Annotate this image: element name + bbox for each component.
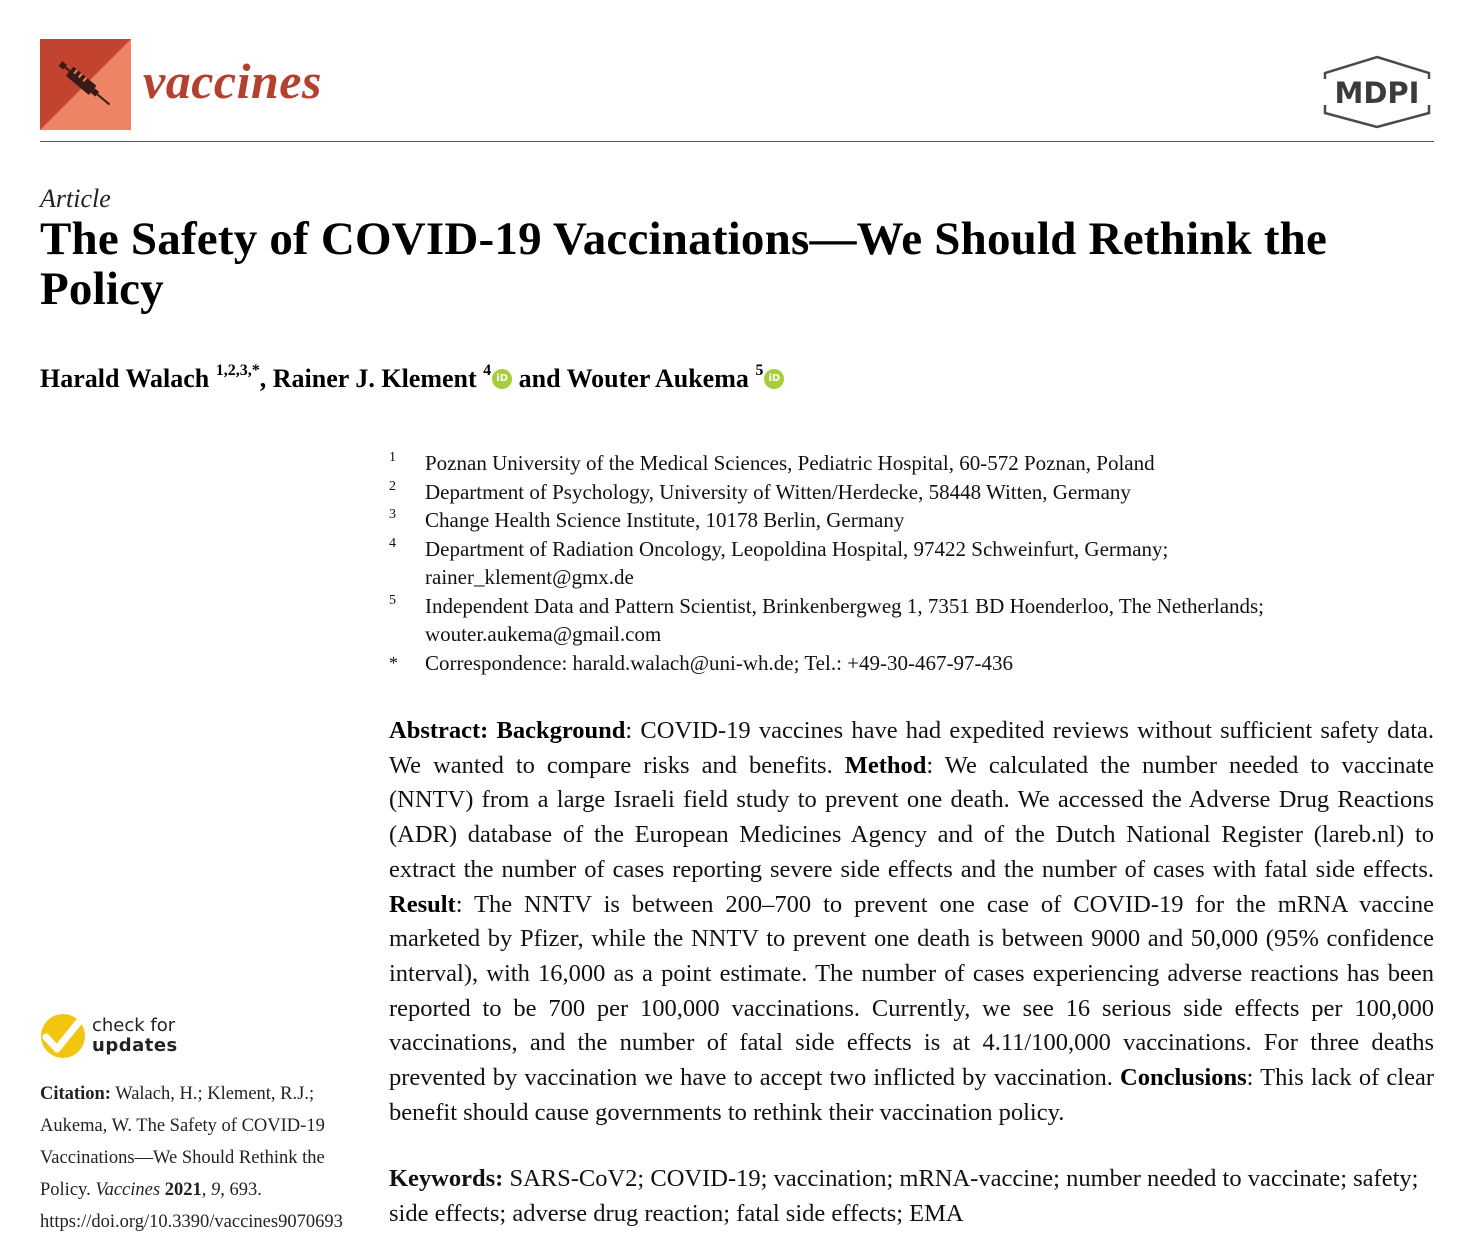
- background-text: : COVID-19 vaccines have had expedited reviews without sufficient safety data. We wanted to compare risks and benefits.: [389, 717, 1435, 779]
- check-updates-icon: [40, 1013, 86, 1059]
- author-name[interactable]: Wouter Aukema: [566, 364, 749, 393]
- abstract-label: Abstract:: [389, 717, 489, 744]
- journal-logo: [40, 39, 131, 130]
- header-divider: [40, 141, 1434, 142]
- check-updates-line2: updates: [92, 1035, 178, 1056]
- citation-authors-title: Walach, H.; Klement, R.J.; Aukema, W. The Safety of COVID-19 Vaccinations—We Should Rethink the Policy.: [40, 1084, 325, 1200]
- article-type: Article: [40, 184, 111, 213]
- conclusions-label: Conclusions: [1120, 1064, 1247, 1092]
- citation-label: Citation:: [40, 1084, 111, 1104]
- keywords-label: Keywords:: [389, 1165, 504, 1192]
- affiliation-item: [389, 449, 1449, 478]
- author-affiliation-marks: 1,2,3,*: [215, 362, 260, 380]
- citation-doi[interactable]: , 693. https://doi.org/10.3390/vaccines9070693: [40, 1180, 343, 1232]
- mdpi-logo: [1321, 55, 1433, 129]
- keywords-text: SARS-CoV2; COVID-19; vaccination; mRNA-vaccine; number needed to vaccinate; safety; side effects; adverse drug reaction; fatal side effects; EMA: [389, 1165, 1419, 1227]
- affiliation-text: Change Health Science Institute, 10178 Berlin, Germany: [425, 508, 905, 532]
- affiliation-address: Independent Data and Pattern Scientist, Brinkenbergweg 1, 7351 BD Hoenderloo, The Netherlands;: [425, 593, 1265, 618]
- conclusions-text: : This lack of clear benefit should cause governments to rethink their vaccination policy.: [389, 1064, 1434, 1126]
- affiliation-text: Department of Psychology, University of Witten/Herdecke, 58448 Witten, Germany: [425, 479, 1131, 504]
- affiliation-number: 2: [389, 478, 396, 494]
- correspondence-mark: *: [389, 652, 398, 673]
- citation-volume: 9: [210, 1180, 221, 1200]
- background-label: Background: [496, 717, 626, 744]
- affiliation-email[interactable]: rainer_klement@gmx.de: [425, 565, 634, 589]
- author-separator: and: [512, 364, 567, 393]
- affiliation-item: [389, 535, 1449, 592]
- affiliation-number: 5: [389, 592, 396, 608]
- orcid-icon[interactable]: iD: [492, 369, 512, 389]
- affiliation-email[interactable]: wouter.aukema@gmail.com: [425, 622, 662, 646]
- author-separator: ,: [259, 364, 273, 393]
- affiliation-number: 1: [389, 450, 396, 465]
- keywords: [389, 1162, 1439, 1231]
- affiliation-item: [389, 478, 1449, 507]
- author-name[interactable]: Rainer J. Klement: [272, 364, 477, 393]
- author-name[interactable]: Harald Walach: [40, 364, 210, 393]
- author-affiliation-marks: 4: [483, 362, 492, 380]
- affiliation-number: 4: [389, 535, 396, 551]
- citation-year: 2021: [164, 1180, 202, 1200]
- orcid-icon[interactable]: iD: [764, 369, 784, 389]
- citation-journal: Vaccines: [95, 1180, 161, 1200]
- affiliation-text: Poznan University of the Medical Sciences, Pediatric Hospital, 60-572 Poznan, Poland: [425, 451, 1155, 475]
- method-text: : We calculated the number needed to vaccinate (NNTV) from a large Israeli field study to prevent one death. We accessed the Adverse Drug Reactions (ADR) database of the European Medicines Agency and of the Dutch National Register (lareb.nl) to extract the number of cases reporting severe side effects and the number of cases with fatal side effects.: [389, 751, 1434, 883]
- correspondence-item: [389, 649, 1449, 678]
- publisher-name: MDPI: [1334, 76, 1420, 110]
- affiliations: [389, 449, 1449, 677]
- affiliation-number: 3: [389, 507, 396, 522]
- author-list: [40, 364, 784, 394]
- correspondence-text: Correspondence: harald.walach@uni-wh.de; Tel.: +49-30-467-97-436: [425, 650, 1013, 675]
- journal-name: vaccines: [143, 53, 322, 109]
- author-affiliation-marks: 5: [755, 362, 764, 380]
- affiliation-text: [425, 535, 1449, 592]
- affiliation-address: Department of Radiation Oncology, Leopoldina Hospital, 97422 Schweinfurt, Germany;: [425, 536, 1169, 561]
- affiliation-item: [389, 592, 1449, 649]
- citation-block: Citation: Walach, H.; Klement, R.J.; Aukema, W. The Safety of COVID-19 Vaccinations—We Should Rethink the Policy. Vaccines 2021, 9, 693. https://doi.org/10.3390/vaccines9070693: [40, 1084, 343, 1232]
- result-label: Result: [389, 890, 456, 918]
- check-for-updates-badge[interactable]: [40, 1013, 178, 1059]
- check-updates-line1: check for: [92, 1015, 176, 1036]
- affiliation-text: [425, 592, 1449, 649]
- abstract: [389, 714, 1434, 1130]
- method-label: Method: [844, 751, 927, 779]
- affiliation-item: [389, 506, 1449, 535]
- article-title: The Safety of COVID-19 Vaccinations—We Should Rethink the Policy: [40, 213, 1328, 315]
- result-text: : The NNTV is between 200–700 to prevent one case of COVID-19 for the mRNA vaccine marketed by Pfizer, while the NNTV to prevent one death is between 9000 and 50,000 (95% confidence interval), with 16,000 as a point estimate. The number of cases experiencing adverse reactions has been reported to be 700 per 100,000 vaccinations. Currently, we see 16 serious side effects per 100,000 vaccinations, and the number of fatal side effects is at 4.11/100,000 vaccinations. For three deaths prevented by vaccination we have to accept two inflicted by vaccination.: [389, 890, 1434, 1092]
